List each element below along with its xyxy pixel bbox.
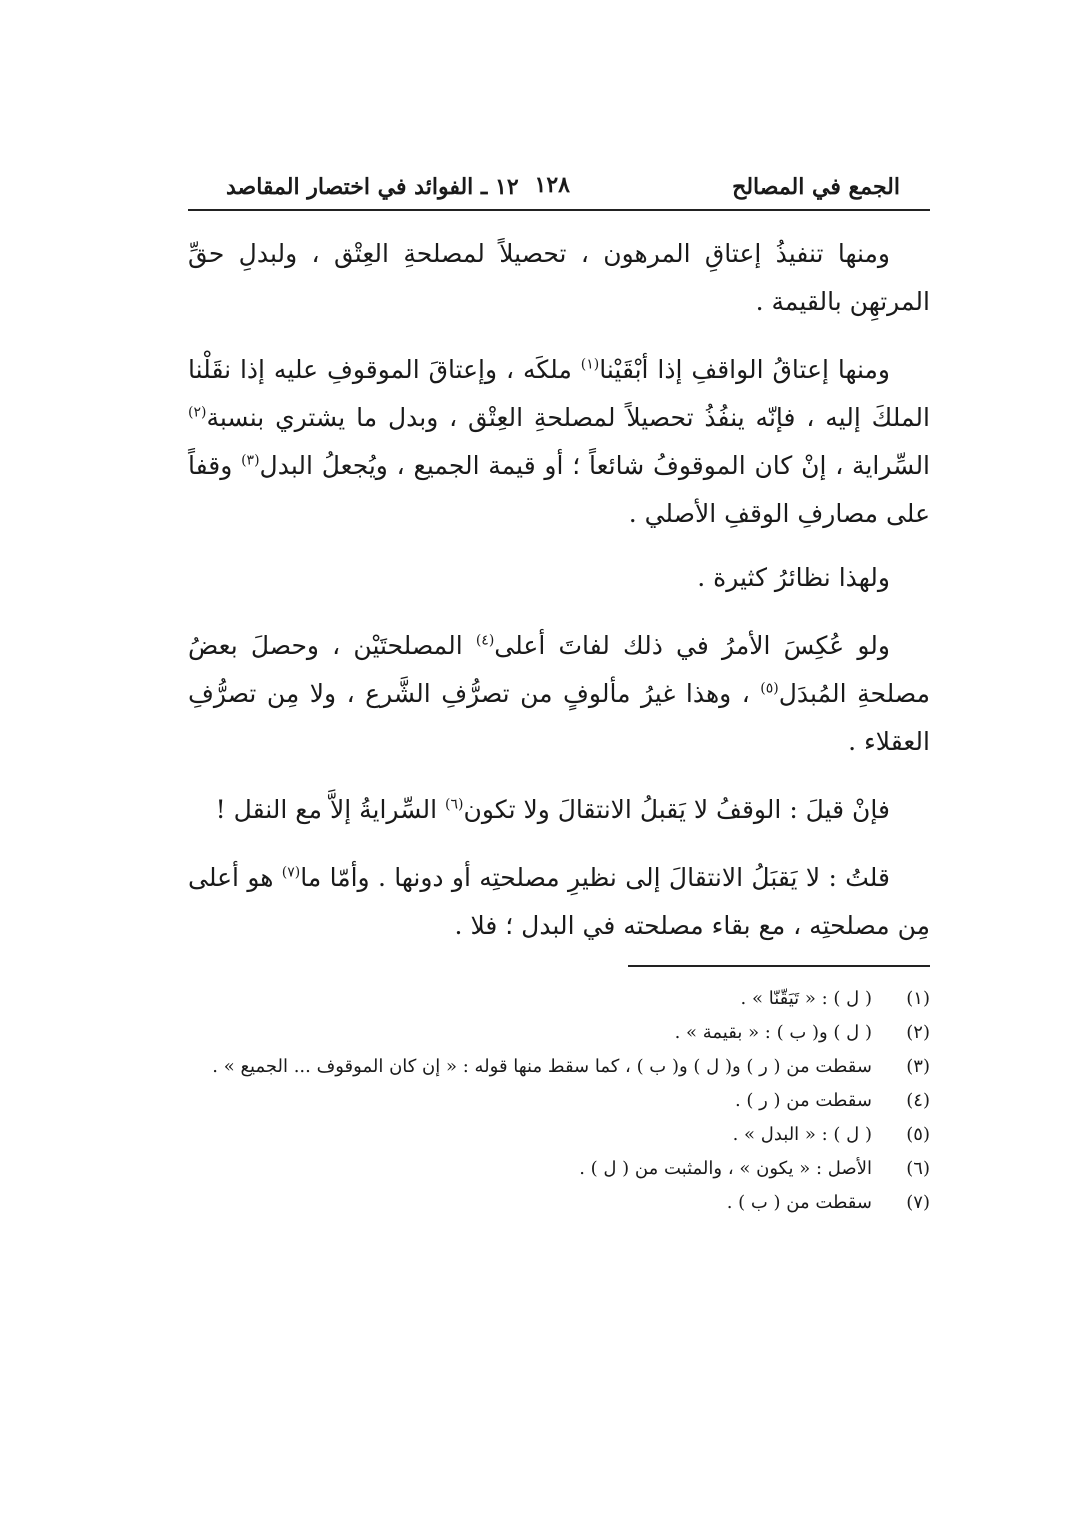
footnote-item bbox=[170, 1152, 930, 1186]
footnote-ref-4[interactable]: (٤) bbox=[475, 632, 495, 649]
footnote-number: (٤) bbox=[906, 1090, 930, 1111]
footnote-number: (٧) bbox=[906, 1192, 930, 1213]
text-run: السِّرايةُ إلاَّ مع النقل ! bbox=[215, 795, 446, 824]
footnote-text: ( ل ) و( ب ) : « بقيمة » . bbox=[674, 1022, 872, 1043]
footnote-number: (٦) bbox=[906, 1158, 930, 1179]
paragraph-6 bbox=[188, 854, 930, 950]
text-run: السِّراية ، إنْ كان الموقوفُ شائعاً ؛ أو قيمة الجميع ، ويُجعلُ البدل bbox=[259, 451, 931, 480]
text-run: ، وهذا غيرُ مألوفٍ من تصرُّفِ الشَّرع ، ولا مِن تصرُّفِ العقلاء . bbox=[188, 679, 930, 756]
footnote-item bbox=[170, 1016, 930, 1050]
header-divider bbox=[188, 209, 930, 211]
text-run: وقفاً على مصارفِ الوقفِ الأصلي . bbox=[188, 451, 930, 528]
chapter-title: ١٢ ـ الفوائد في اختصار المقاصد bbox=[226, 174, 519, 200]
footnote-item bbox=[170, 982, 930, 1016]
footnote-ref-6[interactable]: (٦) bbox=[445, 796, 464, 813]
text-run: ومنها إعتاقُ الواقفِ إذا أبْقَيْنا bbox=[599, 355, 890, 384]
main-text bbox=[188, 230, 930, 970]
footnotes bbox=[170, 982, 930, 1220]
footnote-item bbox=[170, 1084, 930, 1118]
footnote-ref-3[interactable]: (٣) bbox=[241, 452, 260, 469]
footnote-number: (١) bbox=[906, 988, 930, 1009]
footnote-text: ( ل ) : « البدل » . bbox=[732, 1124, 872, 1145]
footnote-ref-1[interactable]: (١) bbox=[580, 356, 600, 373]
footnote-ref-7[interactable]: (٧) bbox=[281, 864, 301, 881]
footnote-item bbox=[170, 1118, 930, 1152]
paragraph-2 bbox=[188, 346, 930, 538]
text-run: ملكَه ، وإعتاقَ الموقوفِ عليه إذا نقَلْنا الملكَ إليه ، فإنّه ينفُذُ تحصيلاً لمصلحةِ العِتْق ، وبدل ما يشتري بنسبة bbox=[188, 355, 930, 432]
paragraph-1: ومنها تنفيذُ إعتاقِ المرهون ، تحصيلاً لمصلحةِ العِتْق ، ولبدلِ حقِّ المرتهِن بالقيمة . bbox=[188, 239, 930, 316]
paragraph-5 bbox=[188, 786, 930, 834]
text-run: المصلحتَيْن ، وحصلَ بعضُ مصلحةِ المُبدَل bbox=[188, 631, 930, 708]
paragraph-4 bbox=[188, 622, 930, 766]
footnote-ref-2[interactable]: (٢) bbox=[188, 404, 207, 421]
footnote-item bbox=[170, 1186, 930, 1220]
text-run: ولو عُكِسَ الأمرُ في ذلك لفاتَ أعلى bbox=[494, 631, 890, 660]
footnote-item bbox=[170, 1050, 930, 1084]
footnote-divider bbox=[628, 965, 930, 967]
footnote-number: (٣) bbox=[906, 1056, 930, 1077]
book-title: الجمع في المصالح bbox=[732, 174, 900, 200]
running-header bbox=[188, 168, 930, 208]
footnote-number: (٢) bbox=[906, 1022, 930, 1043]
paragraph-3: ولهذا نظائرُ كثيرة . bbox=[697, 563, 890, 592]
footnote-number: (٥) bbox=[906, 1124, 930, 1145]
text-run: هو أعلى مِن مصلحتِه ، مع بقاء مصلحته في البدل ؛ فلا . bbox=[188, 863, 930, 940]
footnote-text: سقطت من ( ر ) و( ل ) و( ب ) ، كما سقط منها قوله : « إن كان الموقوف ... الجميع » . bbox=[212, 1056, 872, 1077]
footnote-ref-5[interactable]: (٥) bbox=[760, 680, 779, 697]
footnote-text: سقطت من ( ب ) . bbox=[726, 1192, 872, 1213]
footnote-text: ( ل ) : « تَيَقّنّا » . bbox=[740, 988, 872, 1009]
page-number: ١٢٨ bbox=[534, 172, 570, 198]
text-run: قلتُ : لا يَقبَلُ الانتقالَ إلى نظيرِ مصلحتِه أو دونها . وأمّا ما bbox=[300, 863, 890, 892]
footnote-text: الأصل : « يكون » ، والمثبت من ( ل ) . bbox=[579, 1158, 872, 1179]
footnote-text: سقطت من ( ر ) . bbox=[734, 1090, 872, 1111]
text-run: فإنْ قيلَ : الوقفُ لا يَقبلُ الانتقالَ ولا تكون bbox=[463, 795, 890, 824]
